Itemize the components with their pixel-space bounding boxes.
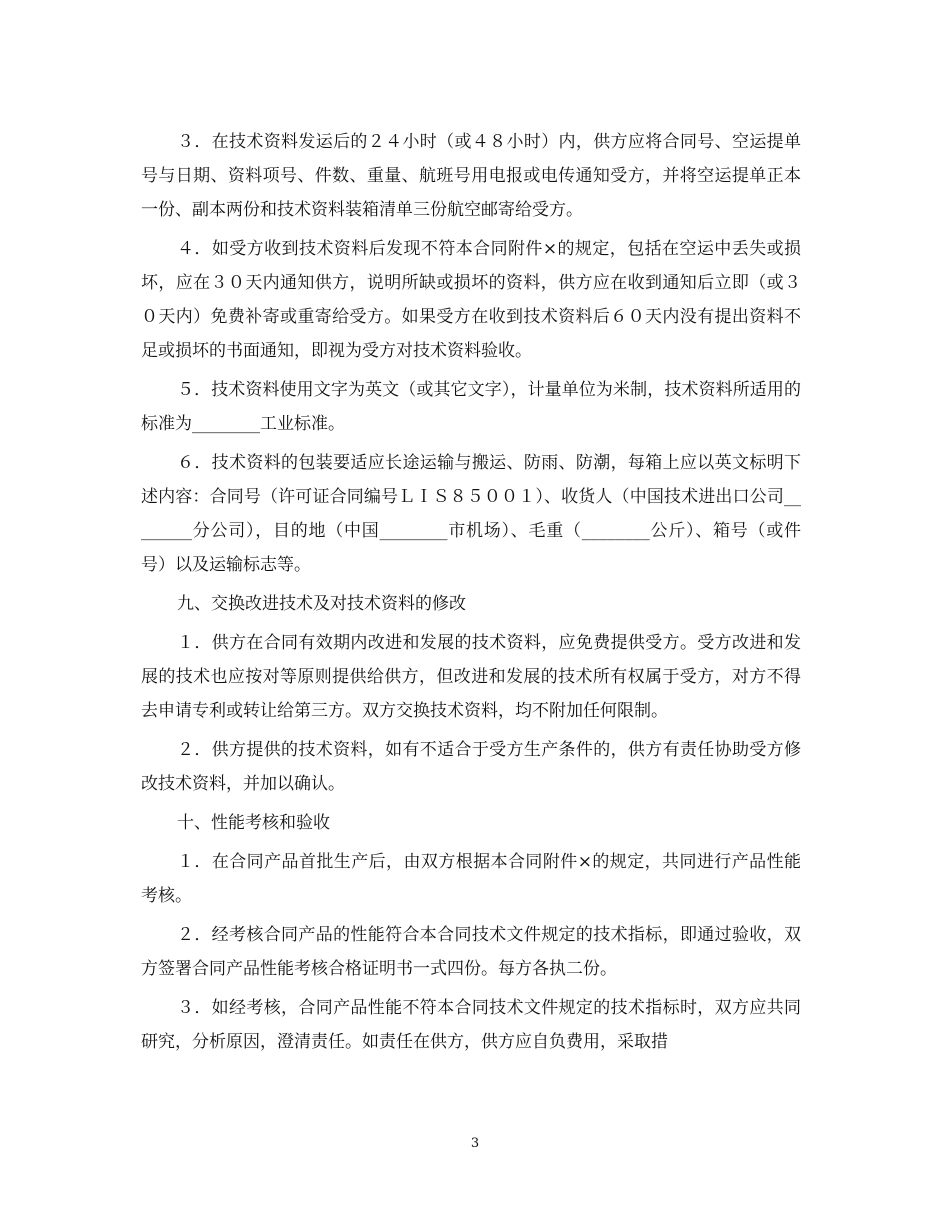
section-heading-10: 十、性能考核和验收	[177, 813, 330, 833]
clause-10-3: ３．如经考核，合同产品性能不符本合同技术文件规定的技术指标时，双方应共同研究，分析原因，澄清责任。如责任在供方，供方应自负费用，采取措	[141, 998, 801, 1052]
clause-10-2: ２．经考核合同产品的性能符合本合同技术文件规定的技术指标，即通过验收，双方签署合同产品性能考核合格证明书一式四份。每方各执二份。	[141, 925, 801, 979]
document-body	[141, 125, 801, 1064]
clause-10-1: １．在合同产品首批生产后，由双方根据本合同附件×的规定，共同进行产品性能考核。	[141, 852, 801, 906]
clause-8-5: ５．技术资料使用文字为英文（或其它文字），计量单位为米制，技术资料所适用的标准为________工业标准。	[141, 380, 801, 434]
page-number: 3	[470, 1136, 480, 1151]
clause-8-4: ４．如受方收到技术资料后发现不符本合同附件×的规定，包括在空运中丢失或损坏，应在３０天内通知供方，说明所缺或损坏的资料，供方应在收到通知后立即（或３０天内）免费补寄或重寄给受方。如果受方在收到技术资料后６０天内没有提出资料不足或损坏的书面通知，即视为受方对技术资料验收。	[141, 239, 801, 361]
clause-9-1: １．供方在合同有效期内改进和发展的技术资料，应免费提供受方。受方改进和发展的技术也应按对等原则提供给供方，但改进和发展的技术所有权属于受方，对方不得去申请专利或转让给第三方。双方交换技术资料，均不附加任何限制。	[141, 633, 801, 721]
clause-9-2: ２．供方提供的技术资料，如有不适合于受方生产条件的，供方有责任协助受方修改技术资料，并加以确认。	[141, 740, 801, 794]
clause-8-6: ６．技术资料的包装要适应长途运输与搬运、防雨、防潮，每箱上应以英文标明下述内容：合同号（许可证合同编号ＬＩＳ８５００１）、收货人（中国技术进出口公司________分公司），目的地（中国________市机场）、毛重（________公斤）、箱号（或件号）以及运输标志等。	[141, 453, 801, 575]
section-heading-9: 九、交换改进技术及对技术资料的修改	[177, 594, 466, 614]
clause-8-3: ３．在技术资料发运后的２４小时（或４８小时）内，供方应将合同号、空运提单号与日期、资料项号、件数、重量、航班号用电报或电传通知受方，并将空运提单正本一份、副本两份和技术资料装箱清单三份航空邮寄给受方。	[141, 132, 801, 220]
